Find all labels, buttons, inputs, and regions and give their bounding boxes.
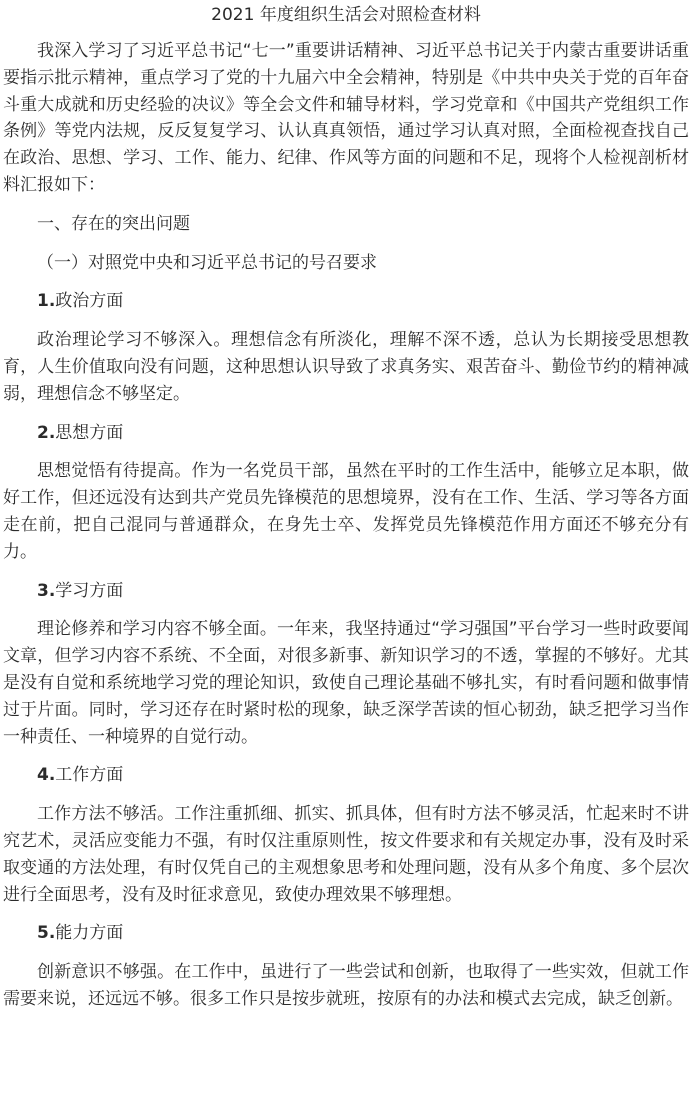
item-text-politics: 政治理论学习不够深入。理想信念有所淡化，理解不深不透，总认为长期接受思想教育，人生价值取向没有问题，这种思想认识导致了求真务实、艰苦奋斗、勤俭节约的精神减弱，理想信念不够坚定。 bbox=[3, 330, 689, 404]
item-heading-label: 学习方面 bbox=[55, 580, 124, 601]
item-number: 1. bbox=[37, 291, 56, 312]
item-number: 3. bbox=[37, 580, 56, 601]
document-title: 2021 年度组织生活会对照检查材料 bbox=[211, 5, 481, 25]
item-number: 5. bbox=[37, 923, 56, 944]
item-heading-thought bbox=[3, 420, 689, 447]
item-text-thought: 思想觉悟有待提高。作为一名党员干部，虽然在平时的工作生活中，能够立足本职，做好工作，但还远没有达到共产党员先锋模范的思想境界，没有在工作、生活、学习等各方面走在前，把自己混同与普通群众，在身先士卒、发挥党员先锋模范作用方面还不够充分有力。 bbox=[3, 461, 689, 562]
item-text-work: 工作方法不够活。工作注重抓细、抓实、抓具体，但有时方法不够灵活，忙起来时不讲究艺术，灵活应变能力不强，有时仅注重原则性，按文件要求和有关规定办事，没有及时采取变通的方法处理，有时仅凭自己的主观想象思考和处理问题，没有从多个角度、多个层次进行全面思考，没有及时征求意见，致使办理效果不够理想。 bbox=[3, 804, 689, 905]
item-heading-ability bbox=[3, 920, 689, 947]
item-text-study: 理论修养和学习内容不够全面。一年来，我坚持通过“学习强国”平台学习一些时政要闻文章，但学习内容不系统、不全面，对很多新事、新知识学习的不透，掌握的不够好。尤其是没有自觉和系统地学习党的理论知识，致使自己理论基础不够扎实，有时看问题和做事情过于片面。同时，学习还存在时紧时松的现象，缺乏深学苦读的恒心韧劲，缺乏把学习当作一种责任、一种境界的自觉行动。 bbox=[3, 619, 689, 747]
section-heading: 一、存在的突出问题 bbox=[37, 213, 190, 234]
subsection-heading: （一）对照党中央和习近平总书记的号召要求 bbox=[37, 252, 377, 273]
item-heading-label: 能力方面 bbox=[55, 923, 124, 944]
item-heading-label: 政治方面 bbox=[55, 291, 124, 312]
item-heading-study bbox=[3, 578, 689, 605]
item-heading-work bbox=[3, 762, 689, 789]
intro-paragraph: 我深入学习了习近平总书记“七一”重要讲话精神、习近平总书记关于内蒙古重要讲话重要指示批示精神，重点学习了党的十九届六中全会精神，特别是《中共中央关于党的百年奋斗重大成就和历史经验的决议》等全会文件和辅导材料，学习党章和《中国共产党组织工作条例》等党内法规，反反复复学习、认认真真领悟，通过学习认真对照，全面检视查找自己在政治、思想、学习、工作、能力、纪律、作风等方面的问题和不足，现将个人检视剖析材料汇报如下： bbox=[3, 41, 689, 195]
item-heading-label: 工作方面 bbox=[55, 765, 124, 786]
item-heading-politics bbox=[3, 288, 689, 315]
item-number: 2. bbox=[37, 422, 56, 443]
item-heading-label: 思想方面 bbox=[55, 422, 124, 443]
item-number: 4. bbox=[37, 765, 56, 786]
item-text-ability: 创新意识不够强。在工作中，虽进行了一些尝试和创新，也取得了一些实效，但就工作需要来说，还远远不够。很多工作只是按步就班，按原有的办法和模式去完成，缺乏创新。 bbox=[3, 962, 689, 1009]
